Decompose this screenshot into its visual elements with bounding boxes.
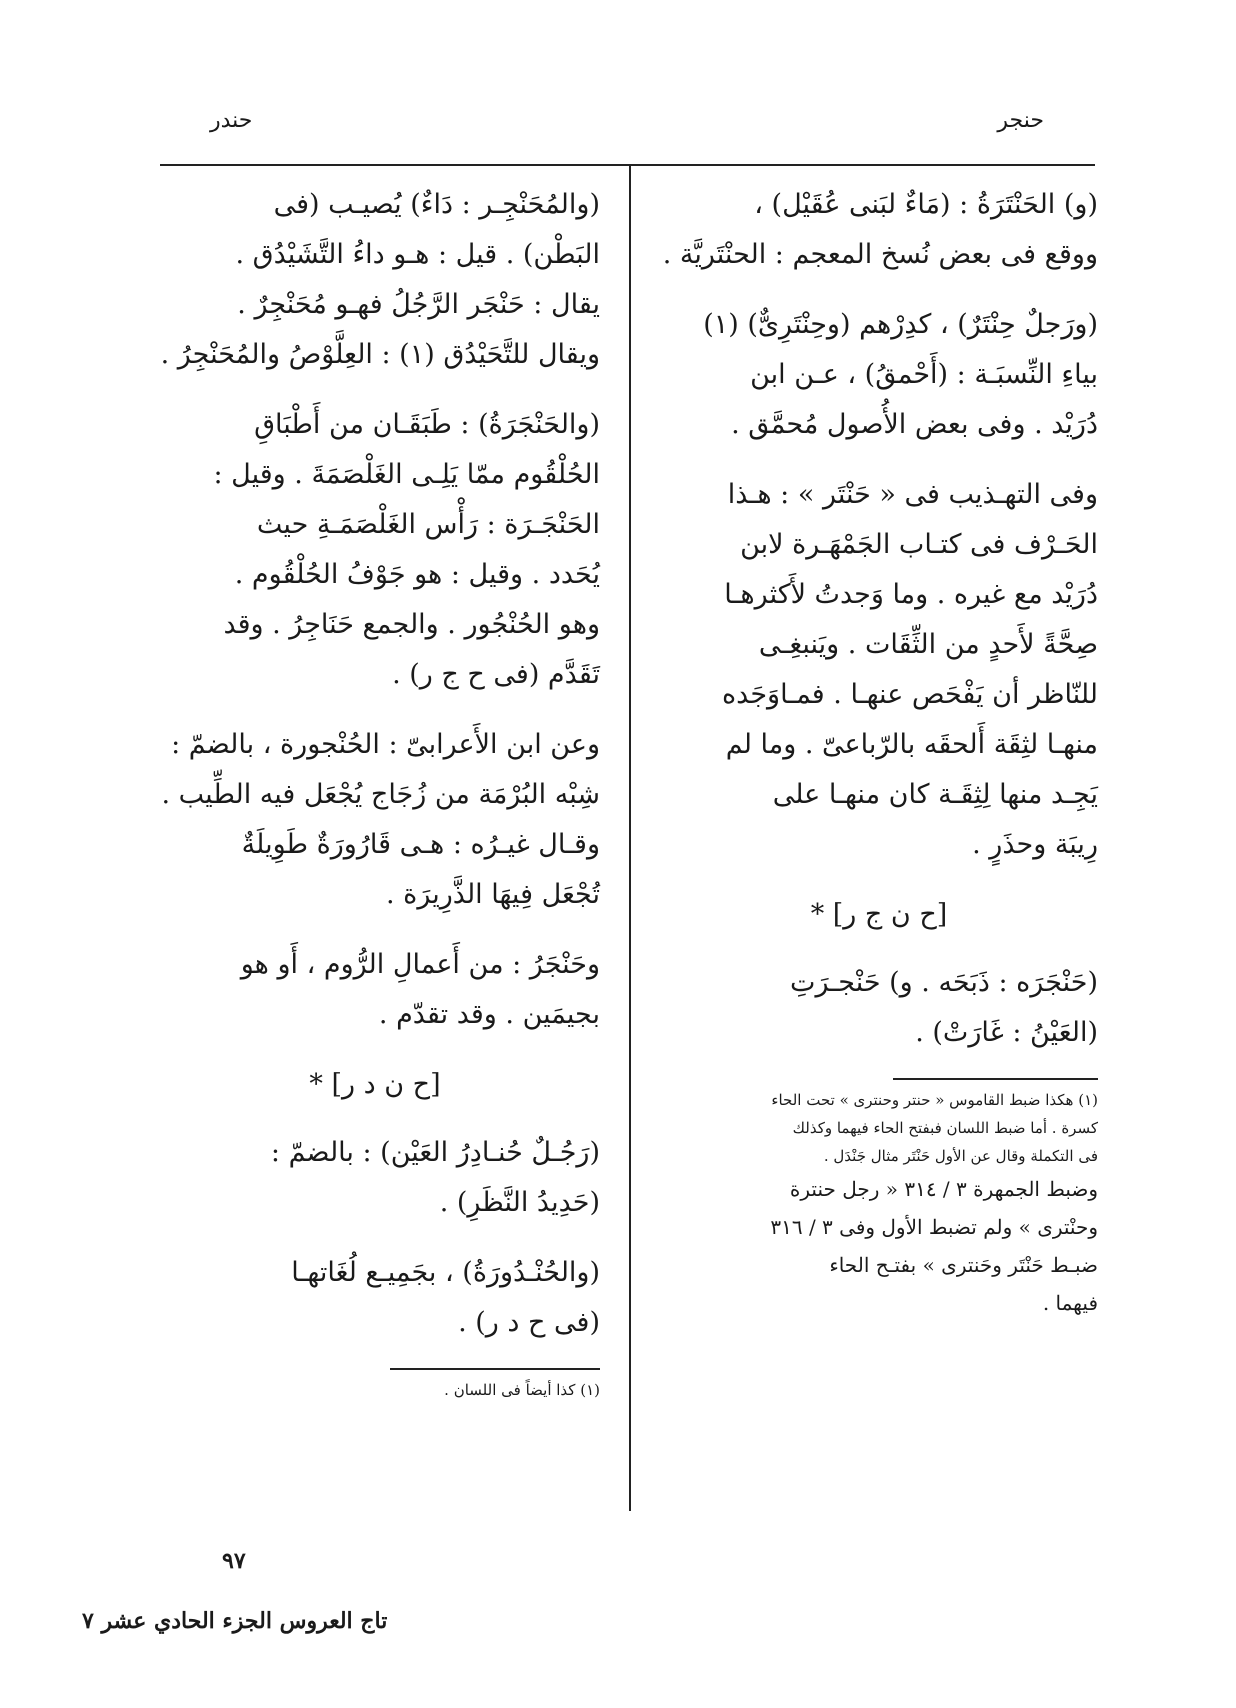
book-title-footer: تاج العروس الجزء الحادي عشر ٧ [82,1608,388,1634]
running-header-left: حندر [210,108,253,133]
text-line: (والمُحَنْجِـر : دَاءٌ) يُصيـب (فى [273,189,600,220]
text-line: وقـال غيـرُه : هـى قَارُورَةٌ طَوِيلَةٌ [241,829,600,860]
text-line: رِيبَة وحذَرٍ . [972,829,1098,860]
text-line: البَطْن) . قيل : هـو داءُ التَّشَيْدُق . [235,239,600,270]
root-heading-hnjr: [ح ن ج ر] * [810,899,948,930]
text-line: وفى التهـذيب فى « حَنْتَر » : هـذا [727,479,1098,510]
text-line: (والحَنْجَرَةُ) : طَبَقَـان من أَطْبَاقِ [254,409,600,440]
footnote-line: ضبـط حَنْتَر وحَنترى » بفتـح الحاء [829,1253,1098,1277]
footnote [660,1086,1098,1170]
text-line: الحُلْقُوم ممّا يَلِـى الغَلْصَمَةَ . وقيل : [213,459,600,490]
footnote-line: وحنْترى » ولم تضبط الأول وفى ٣ / ٣١٦ [770,1215,1098,1239]
footnote-line: فيهما . [1042,1291,1098,1315]
text-line: الحَـرْف فى كتـاب الجَمْهَـرة لابن [740,529,1098,560]
text-line: (و) الحَنْتَرَةُ : (مَاءٌ لبَنى عُقَيْل) ، [754,189,1098,220]
entry-hintar [660,300,1098,450]
text-line: (رَجُـلٌ حُنـادِرُ العَيْن) : بالضمّ : [270,1137,600,1168]
entry-hanjarah [660,958,1098,1058]
entry-hanjarah-throat [150,400,600,700]
text-line: الحَنْجَـرَة : رَأْس الغَلْصَمَـةِ حيث [256,509,600,540]
entry-hunjurah [150,720,600,920]
footnote-line: كسرة . أما ضبط اللسان فبفتح الحاء فيهما وكذلك [792,1119,1098,1137]
text-line: بياءِ النِّسبَـة : (أَحْمقُ) ، عـن ابن [750,359,1098,390]
text-line: وحَنْجَرُ : من أَعمالِ الرُّوم ، أَو هو [240,949,600,980]
text-line: (والحُنْـدُورَةُ) ، بجَمِيـع لُغَاتهـا [291,1257,600,1288]
root-heading-hndr: [ح ن د ر] * [309,1069,441,1100]
footnote-line: (١) هكذا ضبط القاموس « حنتر وحنترى » تحت الحاء [771,1091,1098,1109]
text-line: (حَنْجَرَه : ذَبَحَه . و) حَنْجـرَتِ [790,967,1098,998]
text-line: يَجِـد منها لِثِقَـة كان منهـا على [772,779,1098,810]
text-line: ووقع فى بعض نُسخ المعجم : الحنْتَريَّة . [662,239,1098,270]
entry-hanjar-place [150,940,600,1040]
footnote-continued [660,1170,1098,1322]
text-line: وهو الحُنْجُور . والجمع حَنَاجِرُ . وقد [223,609,600,640]
text-line: دُرَيْد مع غيره . وما وَجدتُ لأَكثرهـا [724,579,1098,610]
column-divider [629,166,631,1511]
right-column [660,180,1098,1322]
footnote-line: (١) كذا أيضاً فى اللسان . [444,1381,600,1399]
text-line: للنّاظر أن يَفْحَص عنهـا . فمـاوَجَده [722,679,1098,710]
entry-muhanjir [150,180,600,380]
text-line: يُحَدد . وقيل : هو جَوْفُ الحُلْقُوم . [234,559,600,590]
text-line: صِحَّةً لأَحدٍ من الثِّقَات . ويَنبغِـى [758,629,1098,660]
text-line: بجيمَين . وقد تقدّم . [378,999,600,1030]
text-line: شِبْه البُرْمَة من زُجَاج يُجْعَل فيه الطِّيب . [161,779,600,810]
text-line: دُرَيْد . وفى بعض الأُصول مُحمَّق . [731,409,1098,440]
left-column [150,180,600,1404]
text-line: منهـا لثِقَة أَلحقَه بالرّباعىّ . وما لم [725,729,1098,760]
footnote-line: وضبط الجمهرة ٣ / ٣١٤ « رجل حنترة [789,1177,1098,1201]
entry-hantara-water [660,180,1098,280]
footnote-rule [893,1078,1098,1080]
text-line: يقال : حَنْجَر الرَّجُلُ فهـو مُحَنْجِرٌ . [237,289,600,320]
text-line: تُجْعَل فِيهَا الذَّرِيرَة . [386,879,600,910]
page-number: ٩٧ [222,1548,246,1574]
entry-hundurah [150,1248,600,1348]
text-line: (فى ح د ر) . [458,1307,600,1338]
text-line: (العَيْنُ : غَارَتْ) . [915,1017,1098,1048]
footnote-rule [390,1368,600,1370]
entry-tahdhib [660,470,1098,870]
footnote [150,1376,600,1404]
running-header-right: حنجر [997,108,1044,133]
text-line: (حَدِيدُ النَّظَرِ) . [439,1187,600,1218]
text-line: (ورَجلٌ حِنْتَرٌ) ، كدِرْهم (وحِنْتَرِىٌّ) (١) [703,309,1098,340]
text-line: تَقَدَّم (فى ح ج ر) . [392,659,600,690]
footnote-line: فى التكملة وقال عن الأول حَنْتَر مثال جَنْدَل . [823,1147,1098,1165]
text-line: وعن ابن الأَعرابىّ : الحُنْجورة ، بالضمّ : [171,729,600,760]
entry-hunadir [150,1128,600,1228]
text-line: ويقال للتَّحَيْدُق (١) : العِلَّوْصُ والمُحَنْجِرُ . [160,339,600,370]
header-rule [160,164,1095,166]
